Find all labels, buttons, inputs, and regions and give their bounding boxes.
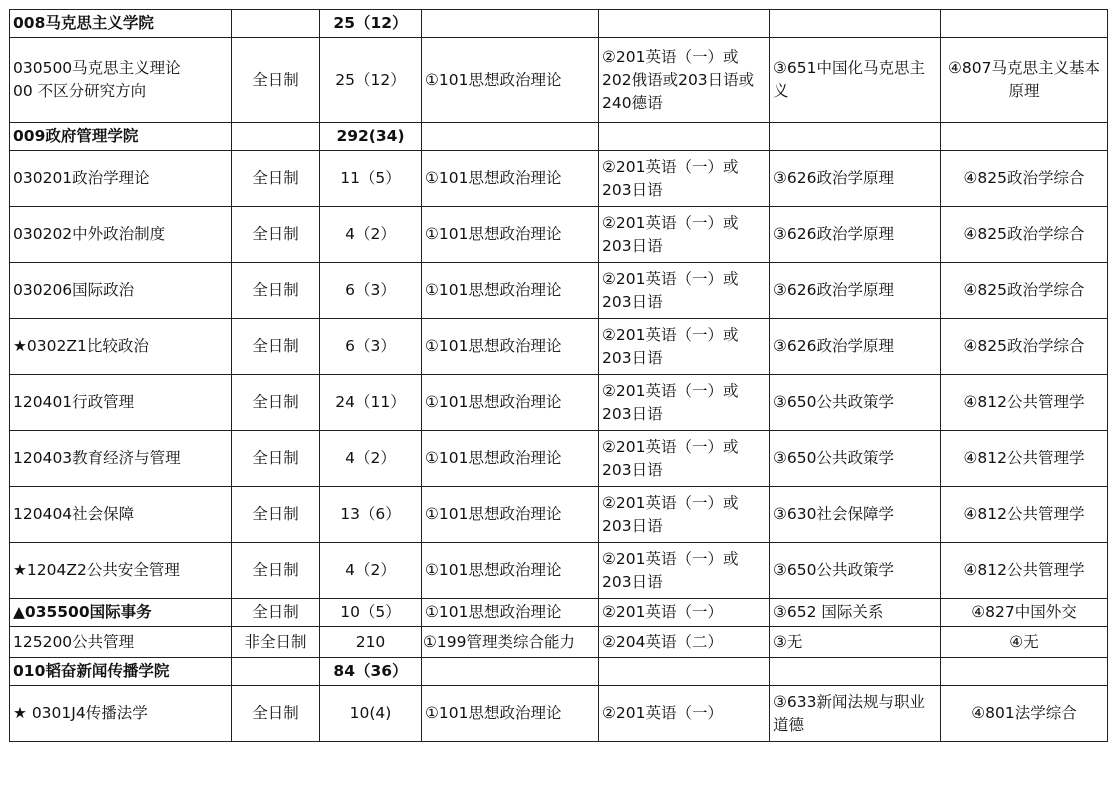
mode-cell <box>232 123 320 151</box>
subject2-cell: ②201英语（一）或203日语 <box>599 151 770 207</box>
quota-cell: 84（36） <box>320 658 422 686</box>
unit-cell: 008马克思主义学院 <box>10 10 232 38</box>
subject3-cell: ③633新闻法规与职业道德 <box>770 686 941 742</box>
subject3-cell: ③无 <box>770 627 941 658</box>
table-row-section-header <box>10 658 1108 686</box>
quota-cell: 4（2） <box>320 431 422 487</box>
subject1-cell <box>422 10 599 38</box>
subject3-cell: ③626政治学原理 <box>770 263 941 319</box>
subject4-cell: ④825政治学综合 <box>941 263 1108 319</box>
quota-cell: 24（11） <box>320 375 422 431</box>
table-row <box>10 686 1108 742</box>
unit-cell: ★ 0301J4传播法学 <box>10 686 232 742</box>
table-row <box>10 543 1108 599</box>
subject2-cell: ②201英语（一） <box>599 599 770 627</box>
subject1-cell: ①199管理类综合能力 <box>422 627 599 658</box>
quota-cell: 6（3） <box>320 263 422 319</box>
mode-cell: 全日制 <box>232 543 320 599</box>
subject2-cell: ②201英语（一） <box>599 686 770 742</box>
subject2-cell: ②201英语（一）或202俄语或203日语或 240德语 <box>599 38 770 123</box>
subject4-cell: ④825政治学综合 <box>941 151 1108 207</box>
quota-cell: 13（6） <box>320 487 422 543</box>
quota-cell: 25（12） <box>320 10 422 38</box>
mode-cell <box>232 10 320 38</box>
unit-cell: 030202中外政治制度 <box>10 207 232 263</box>
subject3-cell: ③650公共政策学 <box>770 431 941 487</box>
subject4-cell: ④827中国外交 <box>941 599 1108 627</box>
unit-cell: 030206国际政治 <box>10 263 232 319</box>
subject1-cell: ①101思想政治理论 <box>422 319 599 375</box>
subject1-cell: ①101思想政治理论 <box>422 207 599 263</box>
subject4-cell: ④812公共管理学 <box>941 375 1108 431</box>
subject1-cell: ①101思想政治理论 <box>422 686 599 742</box>
subject1-cell: ①101思想政治理论 <box>422 599 599 627</box>
quota-cell: 10（5） <box>320 599 422 627</box>
mode-cell <box>232 658 320 686</box>
subject3-cell <box>770 658 941 686</box>
subject2-cell: ②201英语（一）或203日语 <box>599 431 770 487</box>
subject2-cell: ②201英语（一）或203日语 <box>599 207 770 263</box>
table-row-section-header <box>10 123 1108 151</box>
subject1-cell: ①101思想政治理论 <box>422 263 599 319</box>
subject2-cell: ②201英语（一）或203日语 <box>599 543 770 599</box>
subject4-cell <box>941 10 1108 38</box>
table-row <box>10 627 1108 658</box>
unit-cell: 120401行政管理 <box>10 375 232 431</box>
subject4-cell: ④825政治学综合 <box>941 319 1108 375</box>
unit-cell: ▲035500国际事务 <box>10 599 232 627</box>
subject4-cell <box>941 658 1108 686</box>
unit-cell: 120403教育经济与管理 <box>10 431 232 487</box>
subject1-cell: ①101思想政治理论 <box>422 151 599 207</box>
table-row <box>10 319 1108 375</box>
subject3-cell <box>770 10 941 38</box>
subject3-cell <box>770 123 941 151</box>
subject2-cell <box>599 658 770 686</box>
mode-cell: 全日制 <box>232 38 320 123</box>
mode-cell: 全日制 <box>232 487 320 543</box>
subject2-cell <box>599 123 770 151</box>
mode-cell: 非全日制 <box>232 627 320 658</box>
subject1-cell: ①101思想政治理论 <box>422 38 599 123</box>
quota-cell: 4（2） <box>320 207 422 263</box>
quota-cell: 10(4) <box>320 686 422 742</box>
table-row <box>10 431 1108 487</box>
table-row <box>10 263 1108 319</box>
mode-cell: 全日制 <box>232 375 320 431</box>
subject4-cell: ④801法学综合 <box>941 686 1108 742</box>
subject2-cell: ②201英语（一）或203日语 <box>599 263 770 319</box>
table-row <box>10 38 1108 123</box>
table-row <box>10 487 1108 543</box>
subject4-cell: ④825政治学综合 <box>941 207 1108 263</box>
quota-cell: 210 <box>320 627 422 658</box>
unit-cell: 125200公共管理 <box>10 627 232 658</box>
subject3-cell: ③650公共政策学 <box>770 543 941 599</box>
subject3-cell: ③626政治学原理 <box>770 207 941 263</box>
subject2-cell <box>599 10 770 38</box>
subject3-cell: ③630社会保障学 <box>770 487 941 543</box>
unit-cell: 030201政治学理论 <box>10 151 232 207</box>
mode-cell: 全日制 <box>232 263 320 319</box>
table-row <box>10 207 1108 263</box>
quota-cell: 25（12） <box>320 38 422 123</box>
unit-cell: 010韬奋新闻传播学院 <box>10 658 232 686</box>
mode-cell: 全日制 <box>232 151 320 207</box>
unit-cell: 030500马克思主义理论 00 不区分研究方向 <box>10 38 232 123</box>
subject1-cell: ①101思想政治理论 <box>422 487 599 543</box>
subject2-cell: ②204英语（二） <box>599 627 770 658</box>
subject1-cell: ①101思想政治理论 <box>422 431 599 487</box>
unit-cell: ★0302Z1比较政治 <box>10 319 232 375</box>
subject4-cell: ④无 <box>941 627 1108 658</box>
quota-cell: 292(34) <box>320 123 422 151</box>
table-row <box>10 375 1108 431</box>
subject3-cell: ③651中国化马克思主义 <box>770 38 941 123</box>
subject3-cell: ③652 国际关系 <box>770 599 941 627</box>
unit-cell: 120404社会保障 <box>10 487 232 543</box>
quota-cell: 4（2） <box>320 543 422 599</box>
subject2-cell: ②201英语（一）或203日语 <box>599 487 770 543</box>
quota-cell: 11（5） <box>320 151 422 207</box>
subject3-cell: ③626政治学原理 <box>770 151 941 207</box>
subject1-cell <box>422 658 599 686</box>
quota-cell: 6（3） <box>320 319 422 375</box>
subject4-cell <box>941 123 1108 151</box>
subject4-cell: ④807马克思主义基本原理 <box>941 38 1108 123</box>
mode-cell: 全日制 <box>232 686 320 742</box>
subject1-cell: ①101思想政治理论 <box>422 543 599 599</box>
subject2-cell: ②201英语（一）或203日语 <box>599 319 770 375</box>
subject1-cell: ①101思想政治理论 <box>422 375 599 431</box>
subject4-cell: ④812公共管理学 <box>941 543 1108 599</box>
unit-cell: ★1204Z2公共安全管理 <box>10 543 232 599</box>
mode-cell: 全日制 <box>232 599 320 627</box>
subject3-cell: ③626政治学原理 <box>770 319 941 375</box>
mode-cell: 全日制 <box>232 207 320 263</box>
table-row <box>10 599 1108 627</box>
table-row <box>10 151 1108 207</box>
subject3-cell: ③650公共政策学 <box>770 375 941 431</box>
mode-cell: 全日制 <box>232 431 320 487</box>
mode-cell: 全日制 <box>232 319 320 375</box>
subject1-cell <box>422 123 599 151</box>
unit-cell: 009政府管理学院 <box>10 123 232 151</box>
admissions-table <box>9 9 1108 742</box>
subject2-cell: ②201英语（一）或203日语 <box>599 375 770 431</box>
table-row-section-header <box>10 10 1108 38</box>
subject4-cell: ④812公共管理学 <box>941 487 1108 543</box>
subject4-cell: ④812公共管理学 <box>941 431 1108 487</box>
